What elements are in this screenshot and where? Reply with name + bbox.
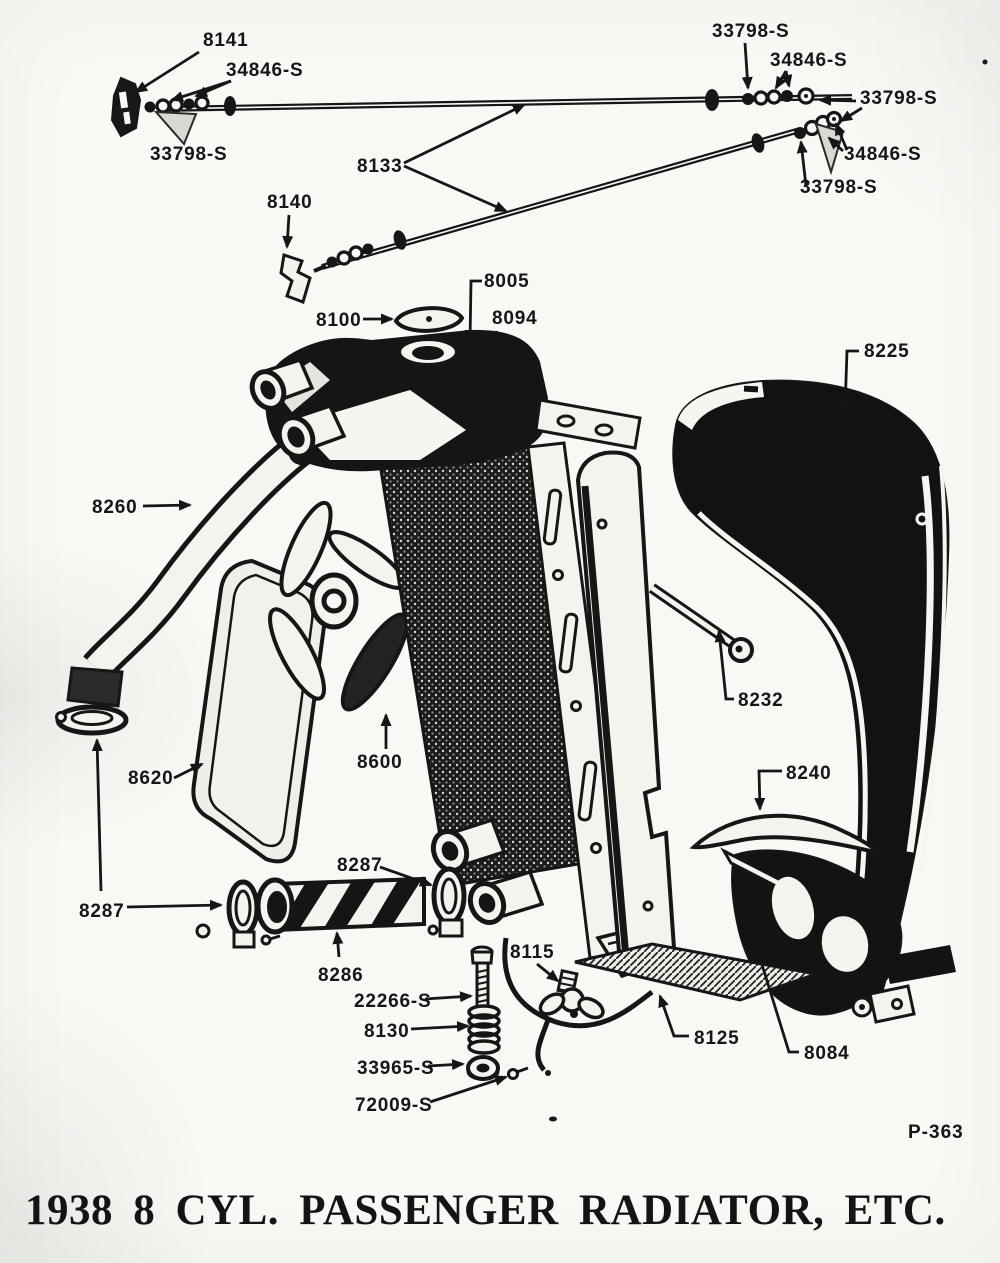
leader-34846s-d: [786, 71, 789, 86]
part-label-8620: 8620: [128, 768, 174, 789]
part-clip-8140: [281, 255, 310, 302]
part-label-8240: 8240: [786, 763, 832, 784]
leader-33798s-right-b: [841, 108, 862, 121]
part-label-8133: 8133: [357, 156, 403, 177]
leader-72009s: [430, 1077, 506, 1102]
part-label-8287-mid: 8287: [337, 855, 383, 876]
part-label-33798s-tm: 33798-S: [712, 21, 790, 42]
print-speck: [549, 1117, 557, 1122]
part-label-8100: 8100: [316, 310, 362, 331]
leader-8130: [411, 1026, 468, 1029]
leader-8287-up: [97, 740, 101, 891]
part-lower-assembly-8084: [724, 850, 956, 1022]
part-lower-hose-8286: [258, 879, 424, 932]
part-radiator-tank-8005: [246, 331, 640, 470]
part-label-8600: 8600: [357, 752, 403, 773]
leader-22266s: [425, 996, 471, 999]
part-brace-8232: [652, 588, 752, 661]
part-rod-bracket-8141: [112, 78, 140, 136]
part-label-33798s-fr: 33798-S: [860, 88, 938, 109]
leader-8115: [537, 964, 558, 981]
part-label-34846s-tl: 34846-S: [226, 60, 304, 81]
part-label-33798s-br: 33798-S: [800, 177, 878, 198]
part-label-33798s-tl: 33798-S: [150, 144, 228, 165]
leader-8141: [136, 52, 199, 92]
part-radiator-cap-8100: [396, 308, 462, 331]
part-label-8287-left: 8287: [79, 901, 125, 922]
part-nut-33965s: [468, 1057, 498, 1079]
leader-8260: [143, 505, 190, 506]
part-label-33965s: 33965-S: [357, 1058, 435, 1079]
part-label-34846s-r2: 34846-S: [844, 144, 922, 165]
figure-caption: 1938 8 CYL. PASSENGER RADIATOR, ETC.: [25, 1187, 946, 1234]
part-label-8084: 8084: [804, 1043, 850, 1064]
leader-34846s-c: [776, 71, 786, 88]
leader-34846s-b: [196, 81, 231, 96]
part-drain-cock-8115: [537, 971, 606, 1022]
leader-shade-left: [156, 112, 196, 144]
part-label-8094: 8094: [492, 308, 538, 329]
part-label-8115: 8115: [510, 942, 555, 963]
part-label-8232: 8232: [738, 690, 784, 711]
leader-8125: [660, 996, 689, 1036]
leader-8286: [337, 933, 339, 957]
leader-8140: [287, 215, 289, 247]
part-bolt-22266s: [472, 947, 492, 1010]
part-label-8005: 8005: [484, 271, 530, 292]
part-label-8286: 8286: [318, 965, 364, 986]
part-label-8141: 8141: [203, 30, 249, 51]
part-label-34846s-tr: 34846-S: [770, 50, 848, 71]
part-label-8225: 8225: [864, 341, 910, 362]
part-label-8260: 8260: [92, 497, 138, 518]
leader-33798s-right-a: [820, 100, 856, 101]
leader-33798s-top: [745, 43, 748, 88]
leader-8133-b: [404, 166, 506, 211]
part-hose-clamp-8287-right: [429, 869, 464, 936]
hose-ferrule: [68, 668, 122, 706]
part-label-8130: 8130: [364, 1021, 410, 1042]
leader-8240: [759, 771, 782, 809]
mounting-bracket: [536, 400, 640, 448]
part-spring-8130: [469, 1006, 499, 1053]
page-ref: P-363: [908, 1122, 964, 1143]
part-lower-tie-rod: [314, 113, 841, 272]
part-label-8140: 8140: [267, 192, 313, 213]
part-splash-shield-8620: [193, 561, 325, 861]
print-speck: [983, 60, 988, 65]
leader-8133-a: [404, 105, 524, 163]
part-label-72009s: 72009-S: [355, 1095, 433, 1116]
part-label-22266s: 22266-S: [354, 991, 432, 1012]
leader-8287-right: [127, 905, 221, 907]
part-stone-guard-8240: [694, 816, 879, 853]
part-label-8125: 8125: [694, 1028, 740, 1049]
part-washer-72009s: [509, 1068, 529, 1079]
